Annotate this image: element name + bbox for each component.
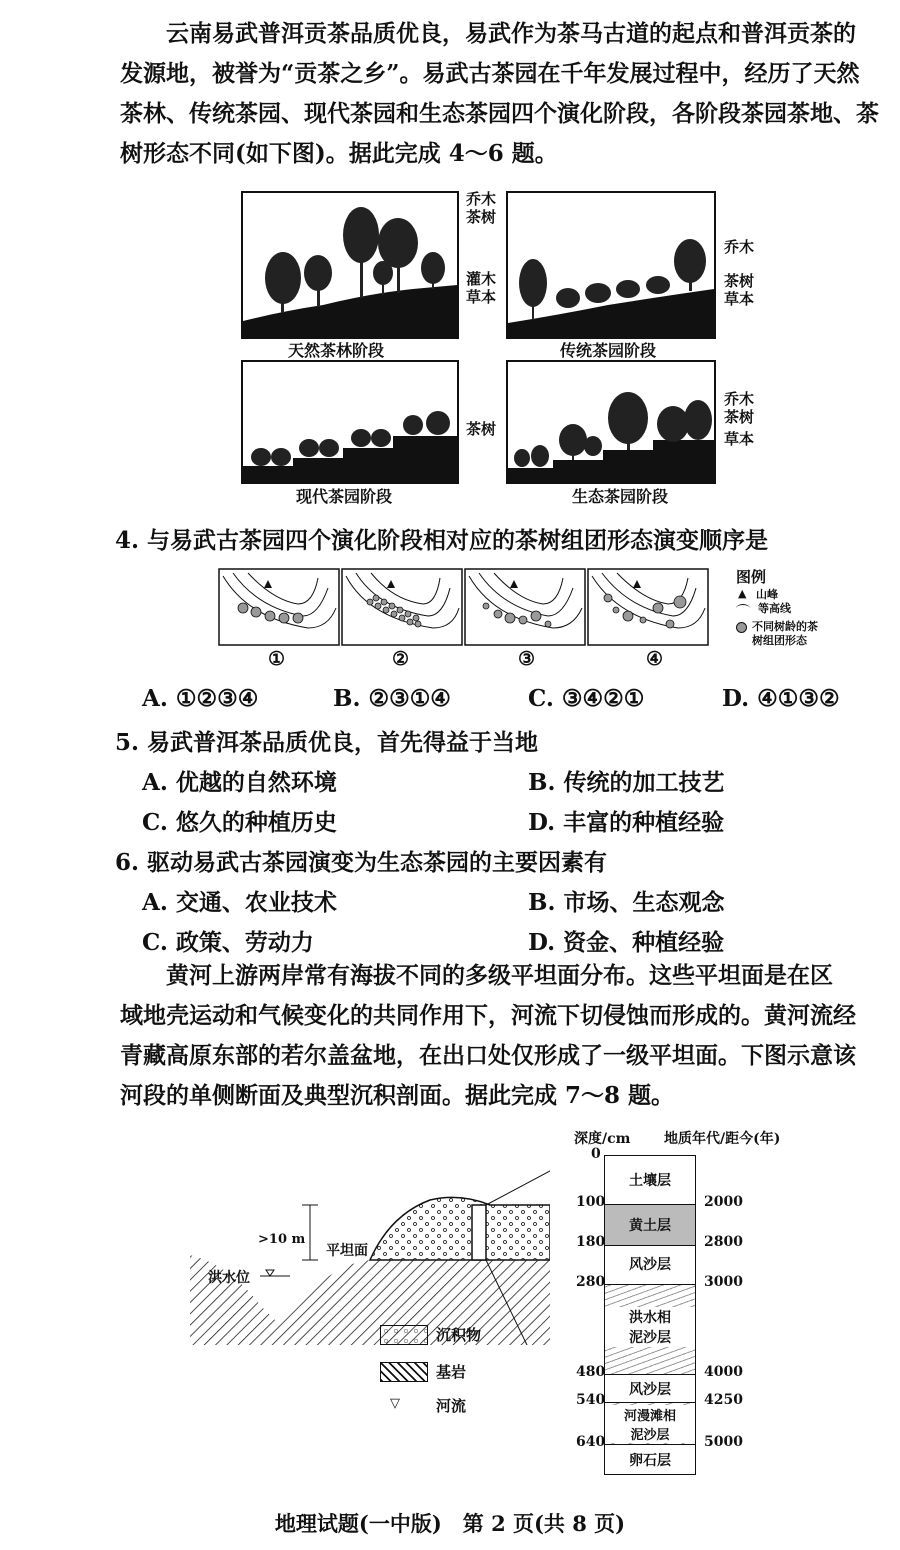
depth-540: 540 [576, 1392, 606, 1408]
legend-cluster: 不同树龄的茶 [752, 620, 818, 633]
river-legend-icon: ▽ [390, 1396, 400, 1411]
q6-option-b[interactable]: B. 市场、生态观念 [528, 889, 725, 916]
label-herb: 草本 [724, 290, 755, 308]
q6-option-d[interactable]: D. 资金、种植经验 [528, 929, 725, 956]
layer-aeolian-2: 风沙层 [605, 1374, 695, 1403]
depth-180: 180 [576, 1234, 606, 1250]
layer-flood [605, 1284, 695, 1375]
passage-1-line: 树形态不同(如下图)。据此完成 4～6 题。 [120, 140, 558, 167]
age-3000: 3000 [704, 1274, 743, 1290]
label-tea: 茶树 [724, 408, 755, 426]
q4-option-b[interactable]: B. ②③①④ [333, 685, 451, 712]
caption-modern: 现代茶园阶段 [296, 487, 393, 506]
legend-cluster-2: 树组团形态 [752, 634, 807, 647]
layer-floodplain [605, 1402, 695, 1445]
caption-ecological: 生态茶园阶段 [572, 487, 669, 506]
map-label-1: ① [268, 648, 286, 670]
question-5-stem: 5. 易武普洱茶品质优良，首先得益于当地 [115, 729, 539, 756]
layer-flood-line-1: 洪水相 [605, 1307, 695, 1327]
sediment-legend-icon [380, 1325, 428, 1345]
stage-panel-modern [241, 360, 459, 484]
label-tea: 茶树 [466, 420, 497, 438]
q5-option-b[interactable]: B. 传统的加工技艺 [528, 769, 725, 796]
stage-panel-natural [241, 191, 459, 339]
sediment-column [604, 1155, 696, 1475]
age-4000: 4000 [704, 1364, 743, 1380]
q4-option-c[interactable]: C. ③④②① [528, 685, 645, 712]
flood-label: 洪水位 [208, 1270, 250, 1286]
label-tree: 乔木 [724, 238, 755, 256]
layer-floodplain-line-2: 泥沙层 [605, 1424, 695, 1443]
stage-panel-ecological [506, 360, 716, 484]
label-tea: 茶树 [466, 208, 497, 226]
age-2000: 2000 [704, 1194, 743, 1210]
question-4-stem: 4. 与易武古茶园四个演化阶段相对应的茶树组团形态演变顺序是 [115, 527, 769, 554]
legend-river: 河流 [436, 1397, 467, 1415]
legend-sediment: 沉积物 [436, 1326, 482, 1344]
passage-1-line: 茶林、传统茶园、现代茶园和生态茶园四个演化阶段，各阶段茶园茶地、茶 [120, 100, 879, 127]
layer-floodplain-line-1: 河漫滩相 [605, 1405, 695, 1424]
q5-option-d[interactable]: D. 丰富的种植经验 [528, 809, 725, 836]
passage-1 [120, 14, 890, 174]
tea-cluster-icon [736, 622, 747, 633]
stage-panel-traditional [506, 191, 716, 339]
terrace-label: 平坦面 [326, 1243, 368, 1259]
q5-option-c[interactable]: C. 悠久的种植历史 [142, 809, 337, 836]
q6-option-a[interactable]: A. 交通、农业技术 [142, 889, 337, 916]
layer-aeolian-1: 风沙层 [629, 1257, 671, 1273]
contour-icon [736, 604, 750, 613]
layer-loess: 黄土层 [605, 1204, 695, 1246]
label-herb: 草本 [466, 288, 497, 306]
layer-pebble: 卵石层 [605, 1444, 695, 1475]
label-tea: 茶树 [724, 272, 755, 290]
height-label: >10 m [258, 1232, 306, 1247]
passage-1-line: 云南易武普洱贡茶品质优良，易武作为茶马古道的起点和普洱贡茶的 [166, 20, 856, 47]
q5-option-a[interactable]: A. 优越的自然环境 [142, 769, 337, 796]
map-label-4: ④ [646, 648, 664, 670]
legend-peak: 山峰 [756, 588, 778, 601]
map-label-3: ③ [518, 648, 536, 670]
depth-0: 0 [591, 1146, 601, 1162]
legend-title: 图例 [736, 568, 767, 586]
legend-bedrock: 基岩 [436, 1363, 467, 1381]
age-4250: 4250 [704, 1392, 743, 1408]
label-herb: 草本 [724, 430, 755, 448]
depth-title: 深度/cm [574, 1131, 631, 1147]
age-2800: 2800 [704, 1234, 743, 1250]
peak-icon: ▲ [738, 587, 747, 600]
depth-100: 100 [576, 1194, 606, 1210]
age-5000: 5000 [704, 1434, 743, 1450]
depth-280: 280 [576, 1274, 606, 1290]
passage-2 [120, 956, 890, 1116]
map-label-2: ② [392, 648, 410, 670]
depth-480: 480 [576, 1364, 606, 1380]
q6-option-c[interactable]: C. 政策、劳动力 [142, 929, 314, 956]
question-6-stem: 6. 驱动易武古茶园演变为生态茶园的主要因素有 [115, 849, 608, 876]
layer-flood-line-2: 泥沙层 [605, 1327, 695, 1347]
page-footer: 地理试题(一中版) 第 2 页(共 8 页) [274, 1511, 626, 1536]
bedrock-legend-icon [380, 1362, 428, 1382]
layer-soil: 土壤层 [629, 1173, 671, 1189]
depth-640: 640 [576, 1434, 606, 1450]
caption-natural: 天然茶林阶段 [288, 341, 385, 360]
passage-2-line: 黄河上游两岸常有海拔不同的多级平坦面分布。这些平坦面是在区 [166, 962, 833, 989]
q4-option-d[interactable]: D. ④①③② [722, 685, 840, 712]
label-tree: 乔木 [466, 190, 497, 208]
passage-2-line: 河段的单侧断面及典型沉积剖面。据此完成 7～8 题。 [120, 1082, 675, 1109]
label-shrub: 灌木 [466, 270, 497, 288]
caption-traditional: 传统茶园阶段 [560, 341, 657, 360]
passage-2-line: 域地壳运动和气候变化的共同作用下，河流下切侵蚀而形成的。黄河流经 [120, 1002, 856, 1029]
q4-option-a[interactable]: A. ①②③④ [142, 685, 259, 712]
label-tree: 乔木 [724, 390, 755, 408]
passage-1-line: 发源地，被誉为“贡茶之乡”。易武古茶园在千年发展过程中，经历了天然 [120, 60, 860, 87]
age-title: 地质年代/距今(年) [664, 1131, 781, 1147]
passage-2-line: 青藏高原东部的若尔盖盆地，在出口处仅形成了一级平坦面。下图示意该 [120, 1042, 856, 1069]
legend-contour: 等高线 [758, 602, 791, 615]
